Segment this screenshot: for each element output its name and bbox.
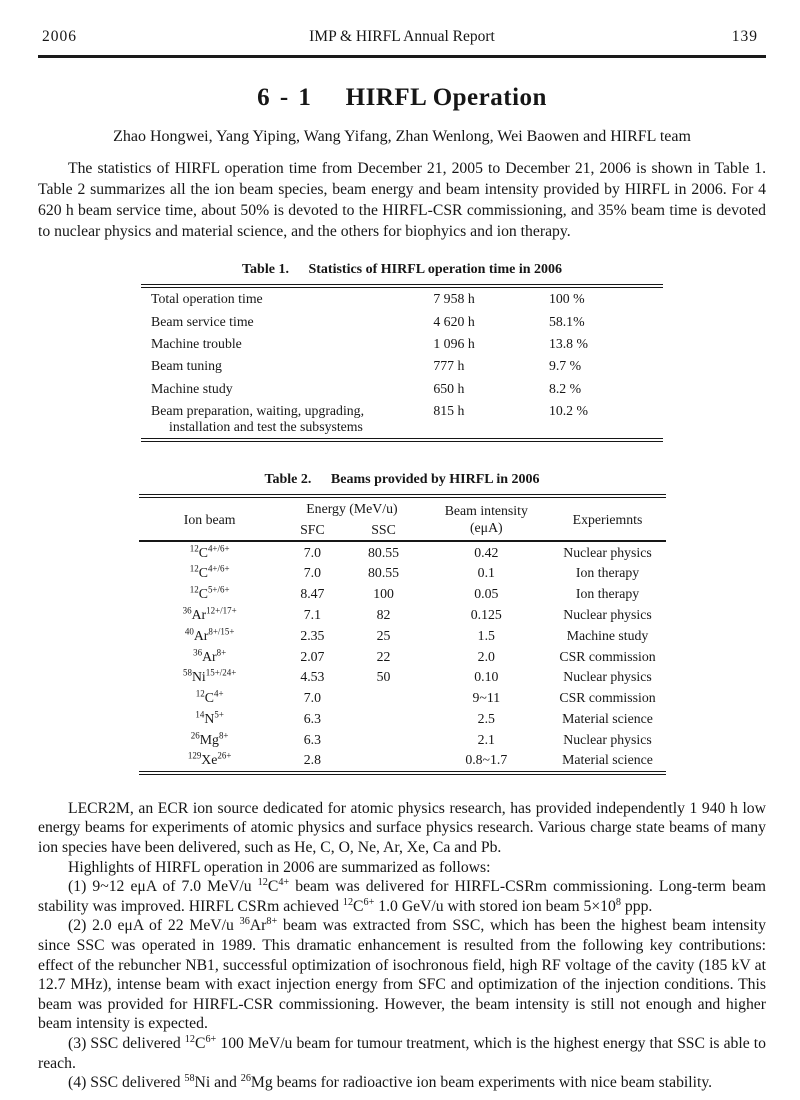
table-row	[139, 750, 666, 773]
stat-percent: 13.8 %	[548, 335, 589, 351]
table-row	[141, 333, 663, 355]
table2-caption	[38, 472, 766, 488]
table-row	[141, 286, 663, 310]
table-row	[139, 563, 666, 584]
stat-percent: 8.2 %	[548, 380, 582, 396]
ssc-energy-cell: 80.55	[368, 565, 400, 581]
page-number: 139	[731, 28, 758, 45]
table-row	[139, 625, 666, 646]
col-header-energy: Energy (MeV/u)	[306, 501, 398, 517]
table-row	[139, 541, 666, 563]
table2-header	[139, 496, 666, 541]
ssc-energy-cell: 100	[373, 586, 394, 602]
stat-label	[141, 400, 433, 440]
stat-label: Beam tuning	[151, 358, 222, 374]
col-header-sfc: SFC	[300, 522, 325, 538]
ion-beam-cell: $^{12}C^{4+}$	[195, 688, 224, 706]
col-header-experiments: Experiemnts	[572, 511, 643, 527]
table1-section	[38, 262, 766, 442]
intensity-cell: 0.10	[474, 669, 499, 685]
intro-paragraph: The statistics of HIRFL operation time from December 21, 2005 to December 21, 2006 is shown in Table 1. Table 2 summarizes all the ion beam species, beam energy and beam intensity provided by HIRFL in 2006. For 4 620 h beam service time, about 50% is devoted to the HIRFL-CSR commissioning, and 35% beam time is devoted to nuclear physics and material science, and the others for biophyics and ion therapy.	[38, 160, 766, 240]
experiment-cell: Nuclear physics	[563, 606, 652, 622]
sfc-energy-cell: 7.0	[303, 544, 322, 560]
header-year: 2006	[42, 28, 77, 45]
table-row	[139, 709, 666, 730]
stat-hours: 4 620 h	[433, 313, 475, 329]
stat-percent: 100 %	[548, 291, 585, 307]
intensity-cell: 0.125	[470, 606, 502, 622]
table-row	[139, 667, 666, 688]
experiment-cell: Material science	[562, 710, 653, 726]
table-row	[139, 646, 666, 667]
col-header-intensity-line1: Beam intensity	[444, 503, 528, 519]
stat-label-line2: installation and test the subsystems	[169, 419, 363, 435]
sfc-energy-cell: 2.35	[300, 627, 325, 643]
table-row	[141, 355, 663, 377]
table-row	[139, 584, 666, 605]
experiment-cell: Nuclear physics	[563, 544, 652, 560]
stat-percent: 58.1%	[548, 313, 585, 329]
sfc-energy-cell: 4.53	[300, 669, 325, 685]
section-title	[38, 84, 766, 112]
table1-caption-text: Statistics of HIRFL operation time in 2006	[308, 262, 562, 277]
highlight-item-1: (1) 9~12 eμA of 7.0 MeV/u $^{12}C^{4+}$ beam was delivered for HIRFL-CSRm commissioning. Long-term beam stability was improved. HIRFL CSRm achieved $^{12}C^{6+}$ 1.0 GeV/u with stored ion beam $5\times 10^8$ ppp.	[38, 876, 766, 915]
experiment-cell: CSR commission	[559, 690, 656, 706]
ion-beam-cell: $^{40}Ar^{8+/15+}$	[184, 626, 235, 643]
col-header-ssc: SSC	[371, 522, 396, 538]
ssc-energy-cell: 22	[376, 648, 391, 664]
stat-hours: 650 h	[433, 380, 465, 396]
ssc-energy-cell: 82	[376, 606, 391, 622]
ion-beam-cell: $^{129}Xe^{26+}$	[187, 750, 232, 768]
authors-line: Zhao Hongwei, Yang Yiping, Wang Yifang, Zhan Wenlong, Wei Baowen and HIRFL team	[113, 128, 691, 145]
page-header	[38, 28, 766, 58]
table-row	[139, 605, 666, 626]
highlight-item-3: (3) SSC delivered $^{12}C^{6+}$ 100 MeV/u beam for tumour treatment, which is the highest energy that SSC is able to reach.	[38, 1033, 766, 1072]
stat-hours: 1 096 h	[433, 335, 475, 351]
ion-beam-cell: $^{26}Mg^{8+}$	[190, 730, 229, 747]
stat-label: Machine study	[151, 380, 233, 396]
stat-label: Total operation time	[151, 291, 263, 307]
stat-label: Beam service time	[151, 313, 254, 329]
intensity-cell: 9~11	[472, 690, 501, 706]
ssc-energy-cell: 80.55	[368, 544, 400, 560]
highlights-lead: Highlights of HIRFL operation in 2006 are summarized as follows:	[68, 858, 491, 876]
ssc-energy-cell	[344, 709, 423, 730]
experiment-cell: Nuclear physics	[563, 731, 652, 747]
sfc-energy-cell: 2.8	[303, 752, 322, 768]
journal-title: IMP & HIRFL Annual Report	[309, 28, 495, 45]
table-row	[139, 688, 666, 709]
intensity-cell: 1.5	[477, 627, 495, 643]
intensity-cell: 2.1	[477, 731, 495, 747]
table1-caption	[38, 262, 766, 278]
intensity-cell: 2.0	[477, 648, 495, 664]
stat-percent: 10.2 %	[548, 403, 589, 419]
stat-label: Machine trouble	[151, 335, 242, 351]
section-title-text: HIRFL Operation	[345, 84, 547, 111]
table1	[141, 284, 663, 442]
discussion-section	[38, 799, 766, 1093]
table-row	[141, 310, 663, 332]
ion-beam-cell: $^{12}C^{4+/6+}$	[189, 563, 230, 581]
ion-beam-cell: $^{12}C^{5+/6+}$	[189, 584, 230, 602]
experiment-cell: Nuclear physics	[563, 669, 652, 685]
col-header-intensity-line2: (eμA)	[469, 520, 503, 536]
experiment-cell: Material science	[562, 752, 653, 768]
experiment-cell: Ion therapy	[575, 565, 640, 581]
ssc-energy-cell	[344, 729, 423, 750]
ssc-energy-cell	[344, 750, 423, 773]
ssc-energy-cell	[344, 688, 423, 709]
ion-beam-cell: $^{12}C^{4+/6+}$	[189, 543, 230, 560]
intensity-cell: 2.5	[477, 710, 495, 726]
stat-label-line1: Beam preparation, waiting, upgrading,	[151, 403, 365, 419]
ssc-energy-cell: 50	[376, 669, 391, 685]
experiment-cell: Ion therapy	[575, 586, 640, 602]
table-row	[139, 729, 666, 750]
ssc-energy-cell: 25	[376, 627, 391, 643]
lecr2m-paragraph: LECR2M, an ECR ion source dedicated for atomic physics research, has provided independently 1 940 h low energy beams for experiments of atomic physics and surface physics research. Various charge state beams of many ion species have been delivered, such as He, C, O, Ne, Ar, Xe, Ca and Pb.	[38, 799, 766, 857]
table2-section	[38, 472, 766, 775]
table2-caption-text: Beams provided by HIRFL in 2006	[330, 472, 540, 488]
intensity-cell: 0.8~1.7	[465, 752, 508, 768]
table2	[139, 494, 666, 775]
highlight-item-2: (2) 2.0 eμA of 22 MeV/u $^{36}Ar^{8+}$ beam was extracted from SSC, which has been the highest beam intensity since SSC was operated in 1989. This dramatic enhancement is resulted from the following key contributions: effect of the rebuncher NB1, successful optimization of isochronous field, high RF voltage of the cavity (185 kV at 12.7 MHz), intense beam with exact injection energy from SFC and optimization of the injection conditions. This beam was provided for HIRFL-CSR commissioning. However, the beam intensity is still not enough and higher beam intensity is expected.	[38, 916, 767, 1033]
experiment-cell: Machine study	[566, 627, 649, 643]
stat-hours: 777 h	[433, 358, 465, 374]
table-row	[141, 400, 663, 440]
table2-caption-label: Table 2.	[264, 472, 312, 488]
stat-hours: 7 958 h	[433, 291, 475, 307]
intensity-cell: 0.05	[474, 586, 499, 602]
highlight-item-4: (4) SSC delivered $^{58}$Ni and $^{26}$Mg beams for radioactive ion beam experiments with nice beam stability.	[68, 1072, 713, 1092]
sfc-energy-cell: 7.1	[303, 606, 322, 622]
col-header-ion-beam: Ion beam	[183, 511, 236, 527]
sfc-energy-cell: 6.3	[303, 731, 322, 747]
section-number: 6 - 1	[257, 84, 313, 111]
experiment-cell: CSR commission	[559, 648, 656, 664]
ion-beam-cell: $^{58}Ni^{15+/24+}$	[182, 667, 237, 685]
ion-beam-cell: $^{14}N^{5+}$	[195, 709, 224, 726]
table-row	[141, 378, 663, 400]
ion-beam-cell: $^{36}Ar^{12+/17+}$	[182, 605, 237, 622]
table1-caption-label: Table 1.	[242, 262, 289, 277]
stat-hours: 815 h	[433, 403, 465, 419]
sfc-energy-cell: 7.0	[303, 690, 322, 706]
header-row	[139, 496, 666, 519]
sfc-energy-cell: 2.07	[300, 648, 325, 664]
intensity-cell: 0.42	[474, 544, 499, 560]
sfc-energy-cell: 6.3	[303, 710, 322, 726]
stat-percent: 9.7 %	[548, 358, 582, 374]
ion-beam-cell: $^{36}Ar^{8+}$	[193, 646, 227, 664]
col-header-intensity	[423, 496, 549, 541]
sfc-energy-cell: 8.47	[300, 586, 325, 602]
sfc-energy-cell: 7.0	[303, 565, 322, 581]
intensity-cell: 0.1	[477, 565, 495, 581]
